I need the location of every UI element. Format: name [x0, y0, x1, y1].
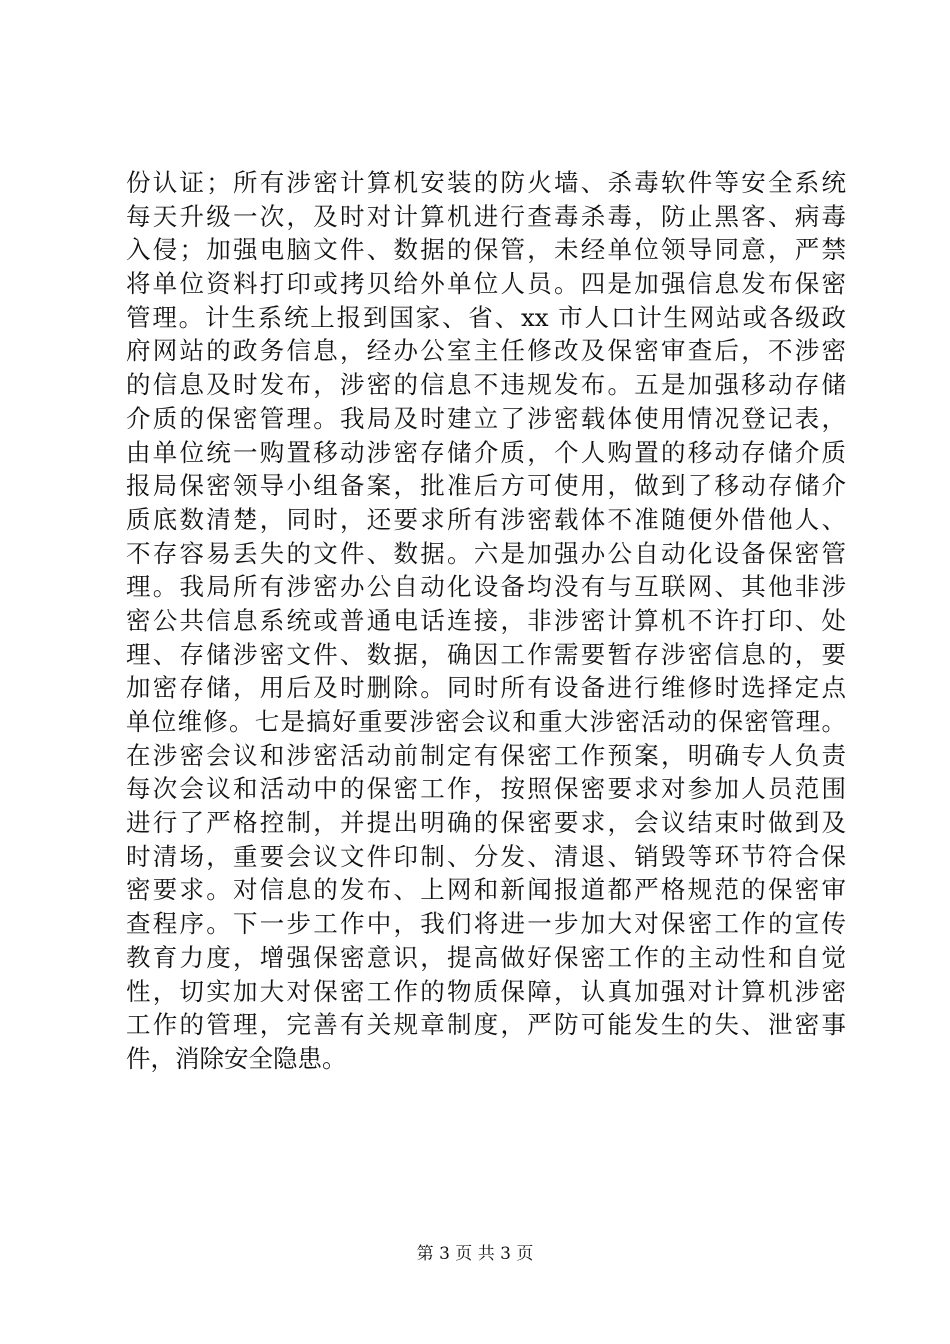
body-text-line: 单位维修。七是搞好重要涉密会议和重大涉密活动的保密管理。: [126, 707, 846, 736]
body-text-line: 理。我局所有涉密办公自动化设备均没有与互联网、其他非涉: [126, 572, 846, 602]
body-text-line: 密要求。对信息的发布、上网和新闻报道都严格规范的保密审: [126, 875, 846, 905]
body-text-line: 报局保密领导小组备案，批准后方可使用，做到了移动存储介: [126, 471, 846, 501]
body-text-line: 进行了严格控制，并提出明确的保密要求，会议结束时做到及: [126, 808, 846, 838]
body-text-line: 入侵；加强电脑文件、数据的保管，未经单位领导同意，严禁: [126, 235, 846, 265]
body-text-line: 的信息及时发布，涉密的信息不违规发布。五是加强移动存储: [126, 370, 846, 400]
body-text-line: 将单位资料打印或拷贝给外单位人员。四是加强信息发布保密: [126, 269, 846, 299]
body-text-line: 由单位统一购置移动涉密存储介质，个人购置的移动存储介质: [126, 437, 846, 467]
body-text-line: 查程序。下一步工作中，我们将进一步加大对保密工作的宣传: [126, 909, 846, 939]
body-text-line: 教育力度，增强保密意识，提高做好保密工作的主动性和自觉: [126, 942, 846, 972]
body-text-line: 时清场，重要会议文件印制、分发、清退、销毁等环节符合保: [126, 841, 846, 871]
document-body: [126, 166, 846, 1076]
body-text-line: 件，消除安全隐患。: [126, 1043, 347, 1073]
body-text-line: 密公共信息系统或普通电话连接，非涉密计算机不许打印、处: [126, 605, 846, 635]
body-text-line: 在涉密会议和涉密活动前制定有保密工作预案，明确专人负责: [126, 740, 846, 770]
body-text-line: 不存容易丢失的文件、数据。六是加强办公自动化设备保密管: [126, 538, 846, 568]
body-text-line: 管理。计生系统上报到国家、省、xx 市人口计生网站或各级政: [126, 302, 846, 332]
body-text-line: 工作的管理，完善有关规章制度，严防可能发生的失、泄密事: [126, 1010, 846, 1040]
body-text-line: 每天升级一次，及时对计算机进行查毒杀毒，防止黑客、病毒: [126, 201, 846, 231]
body-text-line: 加密存储，用后及时删除。同时所有设备进行维修时选择定点: [126, 673, 846, 703]
page-number-footer: 第 3 页 共 3 页: [416, 1244, 534, 1264]
body-text-line: 份认证；所有涉密计算机安装的防火墙、杀毒软件等安全系统: [126, 168, 846, 197]
body-text-line: 介质的保密管理。我局及时建立了涉密载体使用情况登记表，: [126, 403, 846, 433]
body-text-line: 府网站的政务信息，经办公室主任修改及保密审查后，不涉密: [126, 336, 846, 366]
body-text-line: 理、存储涉密文件、数据，确因工作需要暂存涉密信息的，要: [126, 639, 846, 669]
body-text-line: 性，切实加大对保密工作的物质保障，认真加强对计算机涉密: [126, 976, 846, 1006]
body-text-line: 每次会议和活动中的保密工作，按照保密要求对参加人员范围: [126, 774, 846, 804]
body-text-line: 质底数清楚，同时，还要求所有涉密载体不准随便外借他人、: [126, 504, 846, 534]
